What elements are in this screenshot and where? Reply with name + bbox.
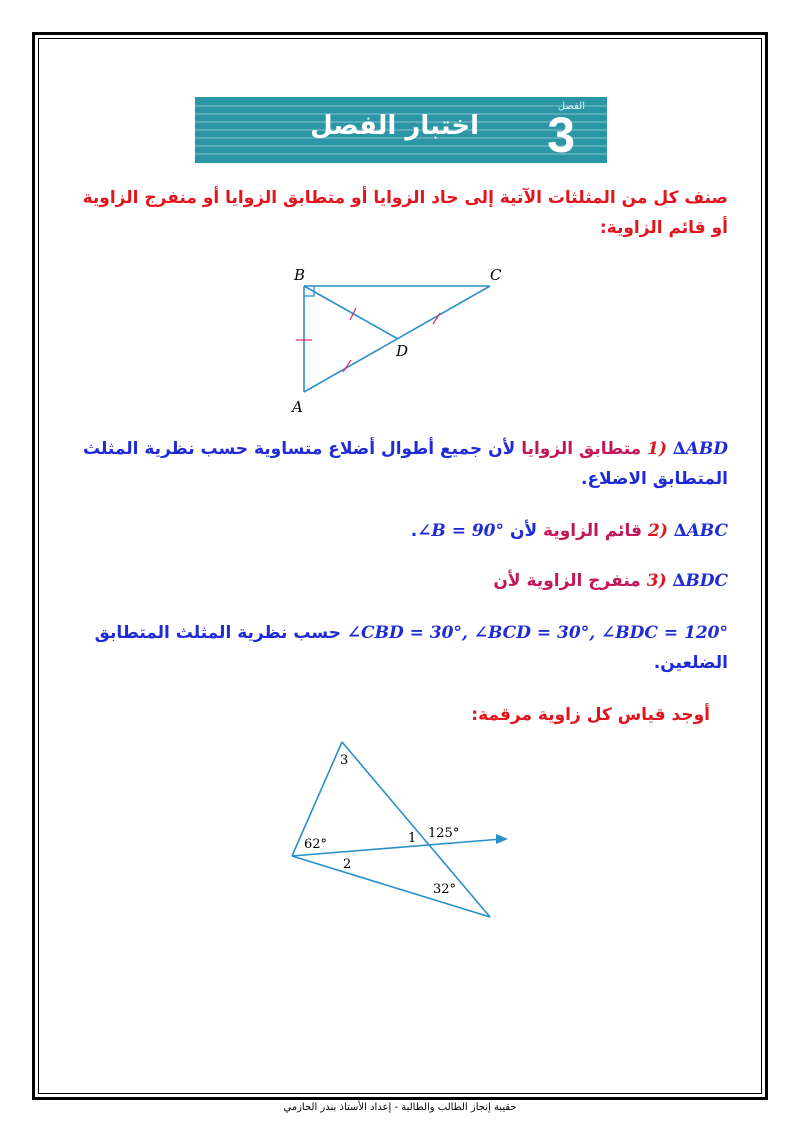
side-bottom [292,856,490,917]
section2-instruction: أوجد قياس كل زاوية مرقمة: [471,705,710,725]
answer-1 [68,434,728,494]
answer-2-math: ∠B = 90° [417,521,505,541]
answer-1-reason: لأن جميع أطوال أضلاع متساوية حسب نظرية المثلث المتطابق الاضلاع. [82,439,728,489]
answer-1-triangle: ∆ABD [672,439,728,459]
side-right [342,742,490,917]
answer-1-number: 1) [647,439,667,459]
triangle-figure-1 [280,262,520,422]
angle-62-label: 62° [304,837,328,852]
label-B: B [294,266,306,284]
chapter-test-banner [195,97,607,163]
answer-2-reason: لأن [509,521,538,541]
answer-2 [68,516,728,546]
triangle-figure-2 [280,735,520,925]
answer-3-type: منفرج الزاوية [526,571,641,591]
angle-32-label: 32° [433,882,457,897]
page-footer: حقيبة إنجاز الطالب والطالبة - إعداد الأستاذ بندر الحازمي [283,1102,517,1113]
label-D: D [396,342,409,360]
answer-2-triangle: ∆ABC [673,521,728,541]
angle-125-label: 125° [428,826,460,841]
section1-instruction: صنف كل من المثلثات الآتية إلى حاد الزوايا أو متطابق الزوايا أو منفرج الزاوية أو قائم الزاوية: [82,188,728,238]
angle-2-label: 2 [343,857,352,872]
answer-2-type: قائم الزاوية [543,521,643,541]
label-C: C [490,266,502,284]
angle-3-label: 3 [340,753,349,768]
answer-3-math: ∠CBD = 30°, ∠BCD = 30°, ∠BDC = 120° [346,623,728,643]
arrow-head [496,834,508,844]
banner-title: اختبار الفصل [310,111,479,141]
answer-2-end: . [410,521,418,541]
chapter-label: الفصل [557,101,585,112]
answer-3 [68,566,728,596]
answer-1-type: متطابق الزوايا [521,439,642,459]
answer-3-number: 3) [646,571,667,591]
segment-BD [304,286,398,339]
answer-3-reason: لأن [493,571,521,591]
answer-2-number: 2) [647,521,668,541]
answer-3-detail [68,618,728,678]
chapter-number-box [517,101,599,163]
chapter-number: 3 [547,107,575,163]
answer-3-text: حسب نظرية المثلث المتطابق الضلعين. [94,623,728,673]
angle-1-label: 1 [408,831,417,846]
answer-3-triangle: ∆BDC [672,571,728,591]
label-A: A [292,398,303,416]
